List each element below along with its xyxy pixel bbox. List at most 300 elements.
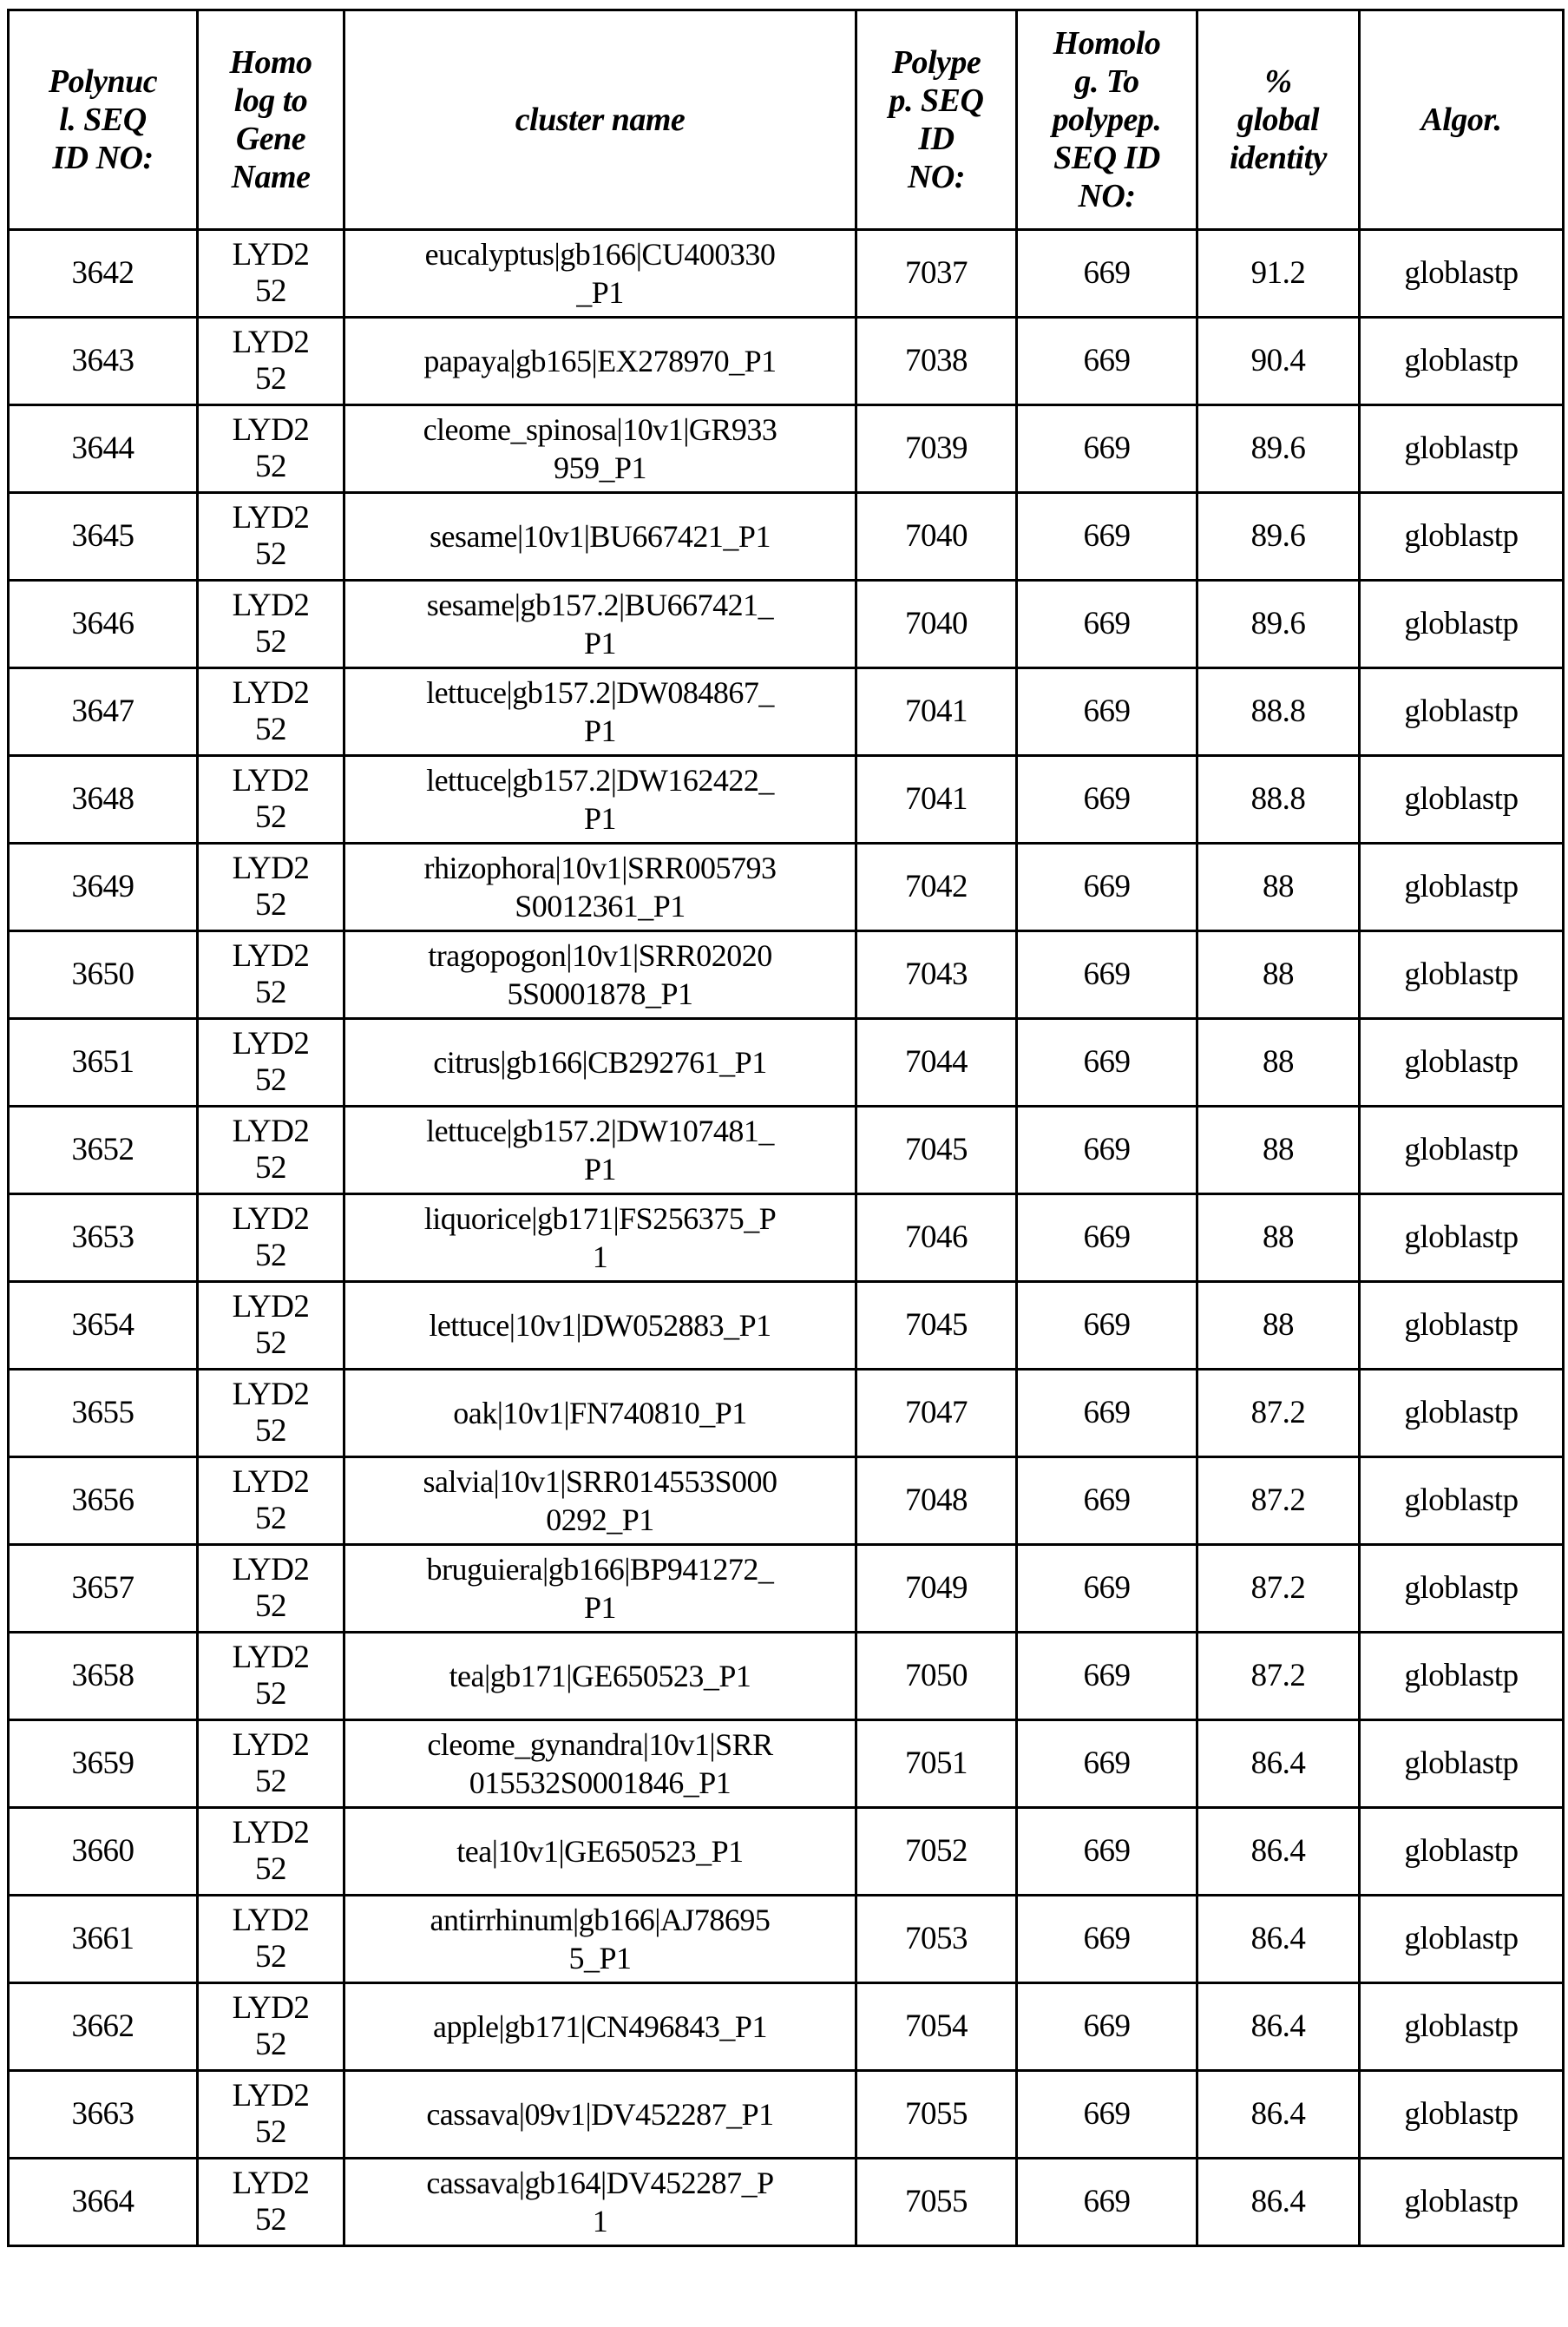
gene-name-line: 52 (255, 1413, 286, 1449)
header-line: polypep. (1052, 102, 1162, 138)
global-identity-cell: 86.4 (1197, 2159, 1360, 2246)
header-global-identity (1197, 10, 1360, 230)
polypep-seq-id-cell: 7040 (856, 581, 1017, 668)
header-line: NO: (1078, 178, 1136, 214)
table-row (9, 756, 1564, 844)
polypep-seq-id-cell: 7043 (856, 931, 1017, 1019)
homolog-polypep-seq-id-cell: 669 (1017, 2071, 1197, 2159)
global-identity-cell: 86.4 (1197, 1983, 1360, 2071)
table-row (9, 1370, 1564, 1457)
polypep-seq-id-cell: 7046 (856, 1194, 1017, 1282)
polypep-seq-id-cell: 7054 (856, 1983, 1017, 2071)
gene-name-cell (198, 2159, 344, 2246)
homolog-polypep-seq-id-cell: 669 (1017, 1370, 1197, 1457)
table-row (9, 230, 1564, 318)
cluster-name-cell (344, 318, 856, 405)
gene-name-cell (198, 1808, 344, 1896)
cluster-name-cell (344, 1370, 856, 1457)
gene-name-cell (198, 1019, 344, 1107)
algorithm-cell: globlastp (1360, 1282, 1564, 1370)
gene-name-cell (198, 1633, 344, 1720)
algorithm-cell: globlastp (1360, 1720, 1564, 1808)
header-line: g. To (1074, 63, 1139, 100)
cluster-name-cell (344, 931, 856, 1019)
cluster-name-line: liquorice|gb171|FS256375_P (423, 1201, 777, 1236)
cluster-name-line: papaya|gb165|EX278970_P1 (423, 344, 777, 378)
gene-name-line: LYD2 (232, 588, 310, 623)
polynucl-seq-id-cell: 3651 (9, 1019, 198, 1107)
header-line: ID (918, 121, 955, 157)
gene-name-cell (198, 1983, 344, 2071)
header-cluster-name (344, 10, 856, 230)
gene-name-line: 52 (255, 536, 286, 572)
gene-name-line: LYD2 (232, 1640, 310, 1675)
algorithm-cell: globlastp (1360, 493, 1564, 581)
gene-name-line: LYD2 (232, 1552, 310, 1587)
algorithm-cell: globlastp (1360, 1019, 1564, 1107)
polynucl-seq-id-cell: 3656 (9, 1457, 198, 1545)
polypep-seq-id-cell: 7037 (856, 230, 1017, 318)
gene-name-cell (198, 1282, 344, 1370)
gene-name-line: LYD2 (232, 325, 310, 360)
gene-name-line: LYD2 (232, 675, 310, 711)
cluster-name-line: 959_P1 (553, 450, 647, 485)
document-page (7, 9, 1565, 2247)
gene-name-line: LYD2 (232, 500, 310, 536)
global-identity-cell: 88 (1197, 931, 1360, 1019)
algorithm-cell: globlastp (1360, 1370, 1564, 1457)
homolog-polypep-seq-id-cell: 669 (1017, 1107, 1197, 1194)
polynucl-seq-id-cell: 3653 (9, 1194, 198, 1282)
polypep-seq-id-cell: 7051 (856, 1720, 1017, 1808)
header-line: Polype (891, 44, 981, 81)
cluster-name-line: P1 (583, 1152, 617, 1187)
cluster-name-line: tea|gb171|GE650523_P1 (449, 1659, 751, 1693)
algorithm-cell: globlastp (1360, 581, 1564, 668)
cluster-name-line: salvia|10v1|SRR014553S000 (423, 1464, 777, 1499)
cluster-name-line: _P1 (576, 275, 624, 310)
cluster-name-cell (344, 581, 856, 668)
cluster-name-cell (344, 1457, 856, 1545)
table-row (9, 581, 1564, 668)
table-row (9, 2071, 1564, 2159)
homolog-polypep-seq-id-cell: 669 (1017, 1633, 1197, 1720)
table-row (9, 1107, 1564, 1194)
polynucl-seq-id-cell: 3657 (9, 1545, 198, 1633)
table-row (9, 1457, 1564, 1545)
cluster-name-cell (344, 1107, 856, 1194)
cluster-name-cell (344, 493, 856, 581)
gene-name-line: 52 (255, 712, 286, 747)
cluster-name-cell (344, 668, 856, 756)
gene-name-line: 52 (255, 1764, 286, 1799)
header-line: % (1264, 63, 1292, 100)
polynucl-seq-id-cell: 3643 (9, 318, 198, 405)
homolog-polypep-seq-id-cell: 669 (1017, 1194, 1197, 1282)
gene-name-line: 52 (255, 361, 286, 397)
table-row (9, 668, 1564, 756)
homolog-polypep-seq-id-cell: 669 (1017, 1019, 1197, 1107)
gene-name-line: 52 (255, 1851, 286, 1887)
gene-name-line: 52 (255, 975, 286, 1010)
algorithm-cell: globlastp (1360, 1808, 1564, 1896)
homolog-polypep-seq-id-cell: 669 (1017, 405, 1197, 493)
header-algorithm (1360, 10, 1564, 230)
gene-name-line: 52 (255, 2027, 286, 2062)
global-identity-cell: 89.6 (1197, 405, 1360, 493)
gene-name-cell (198, 1194, 344, 1282)
gene-name-line: 52 (255, 1939, 286, 1975)
polynucl-seq-id-cell: 3663 (9, 2071, 198, 2159)
table-row (9, 931, 1564, 1019)
cluster-name-cell (344, 756, 856, 844)
cluster-name-line: apple|gb171|CN496843_P1 (433, 2009, 767, 2044)
global-identity-cell: 88 (1197, 1107, 1360, 1194)
polynucl-seq-id-cell: 3654 (9, 1282, 198, 1370)
cluster-name-cell (344, 1633, 856, 1720)
algorithm-cell: globlastp (1360, 1194, 1564, 1282)
polypep-seq-id-cell: 7050 (856, 1633, 1017, 1720)
polynucl-seq-id-cell: 3645 (9, 493, 198, 581)
polypep-seq-id-cell: 7041 (856, 756, 1017, 844)
gene-name-cell (198, 1545, 344, 1633)
polypep-seq-id-cell: 7039 (856, 405, 1017, 493)
gene-name-cell (198, 1457, 344, 1545)
cluster-name-line: lettuce|gb157.2|DW084867_ (426, 675, 774, 710)
gene-name-cell (198, 581, 344, 668)
polypep-seq-id-cell: 7055 (856, 2071, 1017, 2159)
gene-name-line: 52 (255, 2202, 286, 2238)
homolog-polypep-seq-id-cell: 669 (1017, 1808, 1197, 1896)
cluster-name-cell (344, 1808, 856, 1896)
cluster-name-line: P1 (583, 713, 617, 748)
gene-name-line: 52 (255, 1238, 286, 1273)
global-identity-cell: 87.2 (1197, 1370, 1360, 1457)
cluster-name-line: antirrhinum|gb166|AJ78695 (430, 1903, 771, 1937)
gene-name-line: LYD2 (232, 2078, 310, 2113)
gene-name-line: 52 (255, 1676, 286, 1712)
global-identity-cell: 86.4 (1197, 1808, 1360, 1896)
gene-name-cell (198, 1370, 344, 1457)
polypep-seq-id-cell: 7040 (856, 493, 1017, 581)
gene-name-line: 52 (255, 2114, 286, 2150)
table-row (9, 1720, 1564, 1808)
global-identity-cell: 88 (1197, 1019, 1360, 1107)
gene-name-cell (198, 844, 344, 931)
homolog-table (7, 9, 1565, 2247)
header-homolog-gene-name (198, 10, 344, 230)
algorithm-cell: globlastp (1360, 1896, 1564, 1983)
table-row (9, 2159, 1564, 2246)
algorithm-cell: globlastp (1360, 756, 1564, 844)
global-identity-cell: 88 (1197, 1282, 1360, 1370)
polynucl-seq-id-cell: 3649 (9, 844, 198, 931)
gene-name-cell (198, 756, 344, 844)
polynucl-seq-id-cell: 3662 (9, 1983, 198, 2071)
polypep-seq-id-cell: 7049 (856, 1545, 1017, 1633)
gene-name-line: LYD2 (232, 1464, 310, 1500)
homolog-polypep-seq-id-cell: 669 (1017, 318, 1197, 405)
cluster-name-line: 015532S0001846_P1 (469, 1765, 732, 1800)
cluster-name-cell (344, 1019, 856, 1107)
header-line: Algor. (1420, 102, 1502, 138)
polynucl-seq-id-cell: 3652 (9, 1107, 198, 1194)
cluster-name-line: S0012361_P1 (515, 889, 686, 924)
polynucl-seq-id-cell: 3646 (9, 581, 198, 668)
polypep-seq-id-cell: 7047 (856, 1370, 1017, 1457)
table-row (9, 405, 1564, 493)
table-row (9, 1019, 1564, 1107)
polypep-seq-id-cell: 7044 (856, 1019, 1017, 1107)
gene-name-line: 52 (255, 887, 286, 923)
algorithm-cell: globlastp (1360, 1107, 1564, 1194)
global-identity-cell: 88 (1197, 1194, 1360, 1282)
cluster-name-cell (344, 2159, 856, 2246)
gene-name-line: LYD2 (232, 1815, 310, 1850)
global-identity-cell: 86.4 (1197, 1720, 1360, 1808)
gene-name-line: LYD2 (232, 1026, 310, 1062)
header-line: identity (1229, 140, 1328, 176)
table-row (9, 1282, 1564, 1370)
algorithm-cell: globlastp (1360, 844, 1564, 931)
polynucl-seq-id-cell: 3658 (9, 1633, 198, 1720)
gene-name-line: 52 (255, 624, 286, 660)
algorithm-cell: globlastp (1360, 1545, 1564, 1633)
gene-name-line: 52 (255, 449, 286, 484)
gene-name-line: LYD2 (232, 763, 310, 799)
cluster-name-line: 5S0001878_P1 (507, 976, 693, 1011)
gene-name-cell (198, 493, 344, 581)
global-identity-cell: 86.4 (1197, 1896, 1360, 1983)
cluster-name-line: 5_P1 (568, 1941, 632, 1975)
cluster-name-cell (344, 2071, 856, 2159)
gene-name-line: LYD2 (232, 237, 310, 273)
cluster-name-line: oak|10v1|FN740810_P1 (453, 1396, 747, 1430)
cluster-name-line: lettuce|gb157.2|DW162422_ (426, 763, 774, 798)
global-identity-cell: 88.8 (1197, 668, 1360, 756)
polypep-seq-id-cell: 7053 (856, 1896, 1017, 1983)
gene-name-line: LYD2 (232, 1903, 310, 1938)
cluster-name-line: cassava|09v1|DV452287_P1 (426, 2097, 774, 2132)
gene-name-cell (198, 318, 344, 405)
polynucl-seq-id-cell: 3659 (9, 1720, 198, 1808)
gene-name-cell (198, 1107, 344, 1194)
header-line: ID NO: (52, 140, 154, 176)
cluster-name-line: tragopogon|10v1|SRR02020 (428, 938, 772, 973)
cluster-name-line: bruguiera|gb166|BP941272_ (426, 1552, 774, 1587)
cluster-name-cell (344, 1545, 856, 1633)
gene-name-cell (198, 405, 344, 493)
algorithm-cell: globlastp (1360, 668, 1564, 756)
global-identity-cell: 88.8 (1197, 756, 1360, 844)
polynucl-seq-id-cell: 3661 (9, 1896, 198, 1983)
cluster-name-line: eucalyptus|gb166|CU400330 (424, 237, 776, 272)
gene-name-line: LYD2 (232, 938, 310, 974)
header-line: Gene (235, 121, 306, 157)
cluster-name-cell (344, 844, 856, 931)
homolog-polypep-seq-id-cell: 669 (1017, 756, 1197, 844)
polypep-seq-id-cell: 7042 (856, 844, 1017, 931)
global-identity-cell: 88 (1197, 844, 1360, 931)
gene-name-cell (198, 668, 344, 756)
cluster-name-cell (344, 1983, 856, 2071)
cluster-name-line: P1 (583, 801, 617, 836)
cluster-name-cell (344, 1282, 856, 1370)
cluster-name-line: 1 (592, 1239, 608, 1274)
gene-name-line: LYD2 (232, 1727, 310, 1763)
polypep-seq-id-cell: 7048 (856, 1457, 1017, 1545)
algorithm-cell: globlastp (1360, 1457, 1564, 1545)
global-identity-cell: 89.6 (1197, 581, 1360, 668)
header-line: Polynuc (48, 63, 158, 100)
table-body (9, 230, 1564, 2246)
polypep-seq-id-cell: 7045 (856, 1107, 1017, 1194)
gene-name-line: LYD2 (232, 851, 310, 886)
header-homolog-polypep-seq-id (1017, 10, 1197, 230)
polypep-seq-id-cell: 7038 (856, 318, 1017, 405)
gene-name-cell (198, 230, 344, 318)
global-identity-cell: 89.6 (1197, 493, 1360, 581)
header-line: l. SEQ (59, 102, 147, 138)
homolog-polypep-seq-id-cell: 669 (1017, 668, 1197, 756)
homolog-polypep-seq-id-cell: 669 (1017, 230, 1197, 318)
polynucl-seq-id-cell: 3642 (9, 230, 198, 318)
global-identity-cell: 91.2 (1197, 230, 1360, 318)
cluster-name-line: lettuce|gb157.2|DW107481_ (426, 1114, 774, 1148)
gene-name-line: LYD2 (232, 1377, 310, 1412)
polypep-seq-id-cell: 7052 (856, 1808, 1017, 1896)
gene-name-line: LYD2 (232, 1201, 310, 1237)
gene-name-line: 52 (255, 1150, 286, 1186)
table-row (9, 1983, 1564, 2071)
polynucl-seq-id-cell: 3650 (9, 931, 198, 1019)
cluster-name-line: P1 (583, 626, 617, 661)
algorithm-cell: globlastp (1360, 2071, 1564, 2159)
cluster-name-cell (344, 1720, 856, 1808)
table-header (9, 10, 1564, 230)
homolog-polypep-seq-id-cell: 669 (1017, 844, 1197, 931)
cluster-name-cell (344, 1194, 856, 1282)
table-row (9, 1896, 1564, 1983)
homolog-polypep-seq-id-cell: 669 (1017, 1457, 1197, 1545)
algorithm-cell: globlastp (1360, 405, 1564, 493)
header-line: log to (233, 82, 308, 119)
header-line: p. SEQ (889, 82, 984, 119)
algorithm-cell: globlastp (1360, 1633, 1564, 1720)
algorithm-cell: globlastp (1360, 2159, 1564, 2246)
polynucl-seq-id-cell: 3655 (9, 1370, 198, 1457)
algorithm-cell: globlastp (1360, 318, 1564, 405)
homolog-polypep-seq-id-cell: 669 (1017, 1282, 1197, 1370)
global-identity-cell: 87.2 (1197, 1545, 1360, 1633)
table-row (9, 1545, 1564, 1633)
header-line: global (1237, 102, 1320, 138)
header-line: Homo (229, 44, 312, 81)
table-row (9, 1633, 1564, 1720)
cluster-name-line: sesame|gb157.2|BU667421_ (426, 588, 774, 622)
header-line: Homolo (1053, 25, 1161, 62)
gene-name-line: 52 (255, 1501, 286, 1536)
global-identity-cell: 87.2 (1197, 1457, 1360, 1545)
global-identity-cell: 87.2 (1197, 1633, 1360, 1720)
header-line: Name (231, 159, 311, 195)
polynucl-seq-id-cell: 3648 (9, 756, 198, 844)
table-row (9, 1808, 1564, 1896)
table-row (9, 493, 1564, 581)
cluster-name-line: lettuce|10v1|DW052883_P1 (429, 1308, 771, 1343)
global-identity-cell: 86.4 (1197, 2071, 1360, 2159)
gene-name-line: 52 (255, 1588, 286, 1624)
cluster-name-line: P1 (583, 1590, 617, 1625)
table-row (9, 318, 1564, 405)
header-line: SEQ ID (1053, 140, 1160, 176)
header-line: NO: (907, 159, 966, 195)
cluster-name-line: 1 (592, 2204, 608, 2238)
polypep-seq-id-cell: 7055 (856, 2159, 1017, 2246)
gene-name-line: LYD2 (232, 1990, 310, 2026)
header-row (9, 10, 1564, 230)
cluster-name-cell (344, 405, 856, 493)
cluster-name-cell (344, 1896, 856, 1983)
homolog-polypep-seq-id-cell: 669 (1017, 493, 1197, 581)
cluster-name-line: rhizophora|10v1|SRR005793 (423, 851, 777, 885)
gene-name-line: 52 (255, 1062, 286, 1098)
cluster-name-line: cassava|gb164|DV452287_P (426, 2166, 774, 2200)
homolog-polypep-seq-id-cell: 669 (1017, 581, 1197, 668)
gene-name-line: LYD2 (232, 1289, 310, 1325)
table-row (9, 844, 1564, 931)
table-row (9, 1194, 1564, 1282)
gene-name-line: LYD2 (232, 1114, 310, 1149)
homolog-polypep-seq-id-cell: 669 (1017, 2159, 1197, 2246)
header-polynucl-seq-id (9, 10, 198, 230)
homolog-polypep-seq-id-cell: 669 (1017, 1545, 1197, 1633)
cluster-name-line: cleome_gynandra|10v1|SRR (427, 1727, 773, 1762)
polynucl-seq-id-cell: 3660 (9, 1808, 198, 1896)
polynucl-seq-id-cell: 3647 (9, 668, 198, 756)
algorithm-cell: globlastp (1360, 1983, 1564, 2071)
homolog-polypep-seq-id-cell: 669 (1017, 1720, 1197, 1808)
gene-name-line: LYD2 (232, 2166, 310, 2201)
algorithm-cell: globlastp (1360, 931, 1564, 1019)
polypep-seq-id-cell: 7041 (856, 668, 1017, 756)
gene-name-cell (198, 1720, 344, 1808)
gene-name-cell (198, 1896, 344, 1983)
algorithm-cell: globlastp (1360, 230, 1564, 318)
polynucl-seq-id-cell: 3644 (9, 405, 198, 493)
cluster-name-line: sesame|10v1|BU667421_P1 (430, 519, 771, 554)
gene-name-line: LYD2 (232, 412, 310, 448)
polynucl-seq-id-cell: 3664 (9, 2159, 198, 2246)
gene-name-cell (198, 2071, 344, 2159)
header-polypep-seq-id (856, 10, 1017, 230)
cluster-name-line: tea|10v1|GE650523_P1 (456, 1834, 744, 1869)
global-identity-cell: 90.4 (1197, 318, 1360, 405)
gene-name-cell (198, 931, 344, 1019)
homolog-polypep-seq-id-cell: 669 (1017, 1983, 1197, 2071)
cluster-name-line: 0292_P1 (546, 1502, 654, 1537)
homolog-polypep-seq-id-cell: 669 (1017, 931, 1197, 1019)
homolog-polypep-seq-id-cell: 669 (1017, 1896, 1197, 1983)
gene-name-line: 52 (255, 273, 286, 309)
polypep-seq-id-cell: 7045 (856, 1282, 1017, 1370)
cluster-name-line: citrus|gb166|CB292761_P1 (433, 1045, 767, 1080)
gene-name-line: 52 (255, 799, 286, 835)
cluster-name-cell (344, 230, 856, 318)
header-line: cluster name (515, 102, 686, 138)
gene-name-line: 52 (255, 1325, 286, 1361)
cluster-name-line: cleome_spinosa|10v1|GR933 (423, 412, 777, 447)
